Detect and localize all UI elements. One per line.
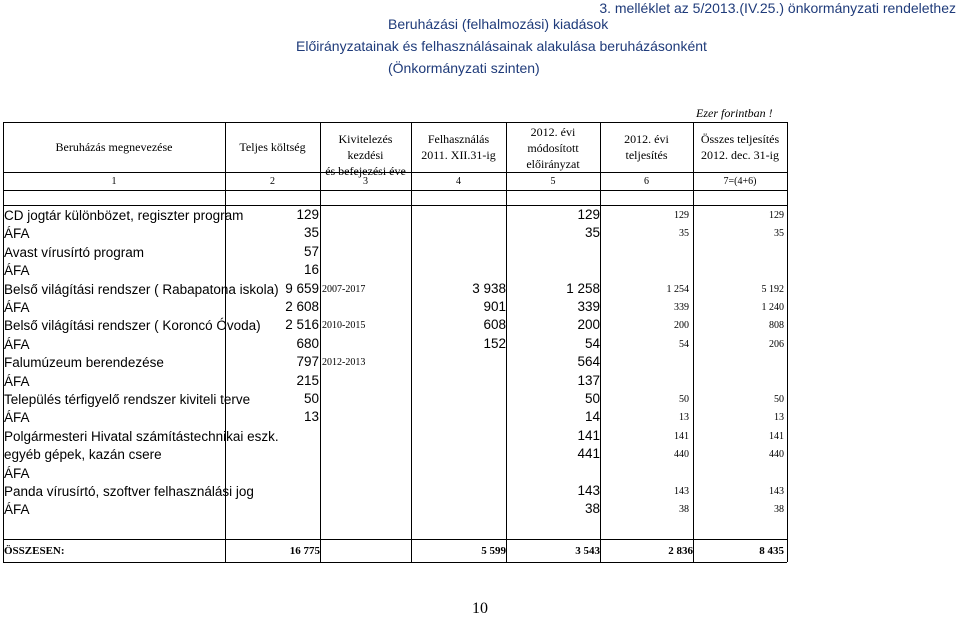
row-total-cost: 16	[303, 262, 319, 278]
row-plan-2012: 35	[584, 225, 600, 241]
page-number: 10	[472, 600, 488, 617]
row-total-done: 129	[769, 210, 784, 221]
row-total-done: 141	[769, 430, 784, 442]
row-plan-2012: 143	[577, 483, 600, 498]
row-name: Település térfigyelő rendszer kiviteli terve	[4, 392, 251, 407]
row-used-2011: 608	[483, 317, 506, 333]
totals-used-2011: 5 599	[481, 545, 506, 557]
row-used-2011: 3 938	[472, 280, 506, 296]
row-total-done: 38	[774, 504, 784, 516]
row-years: 2007-2017	[322, 283, 366, 295]
row-plan-2012: 339	[577, 299, 600, 314]
row-name: ÁFA	[4, 373, 30, 389]
row-total-cost: 2 516	[285, 317, 319, 333]
row-total-done: 206	[769, 338, 784, 350]
row-done-2012: 50	[679, 394, 689, 405]
row-name: CD jogtár különbözet, regiszter program	[4, 208, 244, 223]
row-total-cost: 13	[303, 409, 319, 425]
row-plan-2012: 14	[584, 409, 600, 425]
row-plan-2012: 200	[577, 317, 600, 333]
row-done-2012: 54	[679, 338, 689, 350]
row-done-2012: 35	[679, 228, 689, 240]
row-done-2012: 38	[679, 504, 689, 516]
col-number-3: 3	[363, 176, 368, 187]
unit-label: Ezer forintban !	[696, 106, 773, 120]
col-number-5: 5	[550, 176, 556, 187]
row-years: 2012-2013	[322, 357, 366, 369]
row-name: egyéb gépek, kazán csere	[4, 447, 162, 463]
row-total-done: 5 192	[761, 283, 784, 295]
row-name: ÁFA	[4, 336, 30, 352]
row-plan-2012: 141	[577, 427, 600, 443]
col-header-total-cost: Teljes költség	[239, 140, 306, 154]
row-total-done: 35	[774, 228, 784, 240]
row-total-cost: 2 608	[285, 299, 319, 314]
col-header-used-2011: Felhasználás 2011. XII.31-ig	[421, 132, 496, 162]
row-used-2011: 901	[483, 299, 506, 314]
title-line-2: Előirányzatainak és felhasználásainak alakulása beruházásonként	[296, 38, 707, 54]
row-done-2012: 143	[674, 486, 689, 497]
row-total-done: 143	[769, 486, 784, 497]
col-header-years: Kivitelezés kezdési és befejezési éve	[325, 132, 406, 178]
row-name: Polgármesteri Hivatal számítástechnikai eszk.	[4, 428, 279, 444]
row-done-2012: 13	[679, 412, 689, 424]
row-done-2012: 440	[674, 449, 689, 461]
row-used-2011: 152	[483, 335, 506, 351]
row-plan-2012: 1 258	[566, 280, 600, 296]
row-total-done: 13	[774, 412, 784, 424]
row-total-done: 50	[774, 394, 784, 405]
row-total-done: 808	[769, 320, 784, 332]
row-name: ÁFA	[4, 410, 30, 426]
row-plan-2012: 129	[577, 207, 600, 222]
row-done-2012: 141	[674, 430, 689, 442]
annex-reference: 3. melléklet az 5/2013.(IV.25.) önkormányzati rendelethez	[599, 0, 956, 16]
col-header-total-done: Összes teljesítés 2012. dec. 31-ig	[700, 132, 780, 162]
row-total-cost: 9 659	[285, 280, 319, 296]
row-plan-2012: 54	[584, 335, 600, 351]
row-name: Avast vírusírtó program	[4, 244, 145, 260]
row-name: ÁFA	[4, 300, 30, 315]
row-total-cost: 680	[296, 335, 319, 351]
row-name: ÁFA	[4, 465, 30, 481]
col-header-name: Beruházás megnevezése	[55, 140, 173, 154]
row-plan-2012: 441	[577, 446, 600, 462]
col-header-done-2012: 2012. évi teljesítés	[624, 132, 669, 162]
totals-total-cost: 16 775	[289, 545, 320, 557]
col-number-1: 1	[111, 176, 117, 187]
title-line-3: (Önkormányzati szinten)	[388, 60, 540, 76]
totals-plan-2012: 3 543	[575, 545, 600, 557]
row-total-cost: 129	[296, 207, 319, 222]
row-done-2012: 339	[674, 302, 689, 313]
row-name: Belső világítási rendszer ( Koroncó Óvoda)	[4, 318, 261, 334]
row-name: ÁFA	[4, 263, 30, 279]
row-name: ÁFA	[4, 226, 30, 242]
row-total-done: 1 240	[761, 302, 784, 313]
row-total-cost: 57	[303, 243, 319, 259]
row-name: Falumúzeum berendezése	[4, 355, 164, 371]
row-name: ÁFA	[4, 502, 30, 518]
totals-label: ÖSSZESEN:	[4, 545, 65, 557]
col-number-6: 6	[644, 176, 649, 187]
row-done-2012: 1 254	[666, 283, 689, 295]
col-number-7: 7=(4+6)	[723, 176, 757, 187]
row-plan-2012: 137	[577, 372, 600, 388]
row-total-done: 440	[769, 449, 784, 461]
row-name: Panda vírusírtó, szoftver felhasználási jog	[4, 484, 254, 499]
row-total-cost: 50	[303, 391, 319, 406]
row-plan-2012: 38	[584, 501, 600, 517]
row-years: 2010-2015	[322, 320, 366, 332]
totals-done-2012: 2 836	[668, 545, 693, 557]
row-done-2012: 200	[674, 320, 689, 332]
row-name: Belső világítási rendszer ( Rabapatona iskola)	[4, 281, 279, 297]
row-done-2012: 129	[674, 210, 689, 221]
row-total-cost: 215	[296, 372, 319, 388]
col-number-2: 2	[270, 176, 275, 187]
row-plan-2012: 50	[584, 391, 600, 406]
row-total-cost: 35	[303, 225, 319, 241]
col-header-plan-2012: 2012. évi módosított előirányzat	[526, 125, 580, 171]
title-line-1: Beruházási (felhalmozási) kiadások	[388, 16, 609, 32]
col-number-4: 4	[456, 176, 461, 187]
row-plan-2012: 564	[577, 354, 600, 370]
row-total-cost: 797	[296, 354, 319, 370]
totals-total-done: 8 435	[759, 545, 784, 557]
